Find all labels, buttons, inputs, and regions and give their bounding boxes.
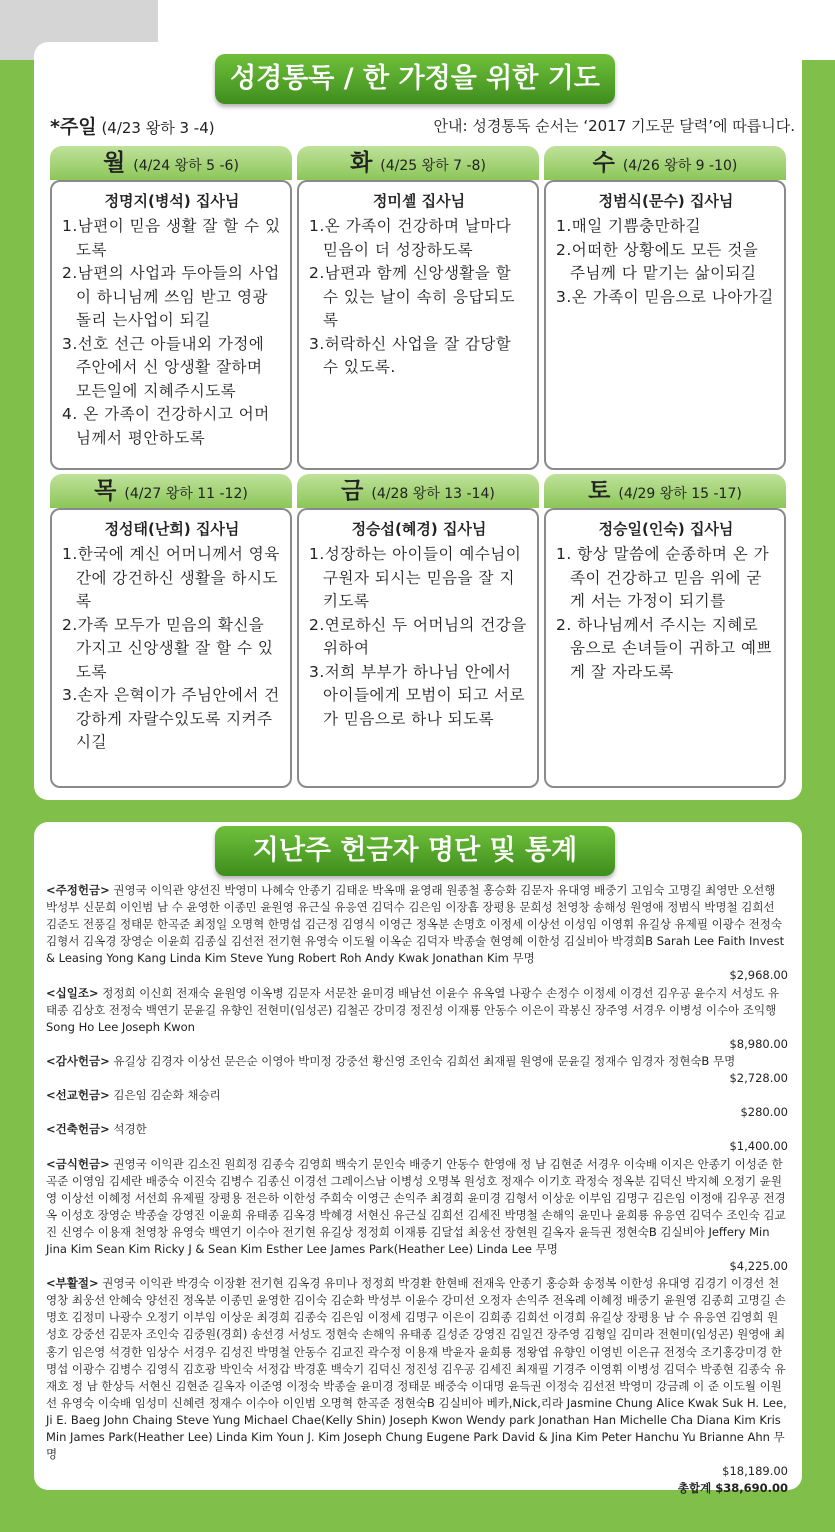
day-box: [544, 180, 786, 470]
day-header: [50, 474, 292, 508]
offering-entry: [46, 1053, 788, 1070]
day-card-thu: [50, 474, 292, 788]
offering-amount: $18,189.00: [722, 1464, 788, 1479]
offering-entry: [46, 1087, 788, 1104]
prayer-item: 2. 하나님께서 주시는 지혜로 움으로 손녀들이 귀하고 예쁘게 잘 자라도록: [556, 615, 772, 681]
prayer-item: 1.온 가족이 건강하며 날마다 믿음이 더 성장하도록: [309, 217, 512, 259]
prayer-title: 성경통독 / 한 가정을 위한 기도: [215, 54, 615, 104]
sunday-reading: [50, 112, 215, 139]
elder-name: 정승일(인숙) 집사님: [598, 520, 734, 538]
day-reading: (4/28 왕하 13 -14): [371, 486, 495, 502]
offering-category: <선교헌금>: [46, 1088, 110, 1103]
offering-entry: [46, 985, 788, 1036]
offering-title: 지난주 헌금자 명단 및 통계: [215, 826, 615, 876]
prayer-item: 2.연로하신 두 어머님의 건강을 위하여: [309, 615, 527, 657]
offering-amount: $8,980.00: [729, 1036, 788, 1051]
day-card-wed: [544, 146, 786, 470]
day-reading: (4/29 왕하 15 -17): [618, 486, 742, 502]
day-box: [297, 508, 539, 788]
prayer-item: 1.성장하는 아이들이 예수님이 구원자 되시는 믿음을 잘 지키도록: [309, 545, 522, 610]
offering-list: [46, 882, 788, 1497]
day-reading: (4/27 왕하 11 -12): [124, 486, 248, 502]
elder-name: 정범식(문수) 집사님: [598, 192, 734, 210]
day-card-mon: [50, 146, 292, 470]
prayer-item: 3.허락하신 사업을 잘 감당할 수 있도록.: [309, 334, 512, 376]
offering-category: <주정헌금>: [46, 883, 110, 897]
offering-category: <금식헌금>: [46, 1156, 110, 1171]
prayer-item: 1.매일 기쁨충만하길: [556, 217, 702, 235]
prayer-item: 3.저희 부부가 하나님 안에서 아이들에게 모범이 되고 서로가 믿음으로 하나 되도록: [309, 662, 525, 728]
day-card-tue: [297, 146, 539, 470]
day-reading: (4/26 왕하 9 -10): [622, 158, 738, 174]
day-name: 토: [588, 478, 611, 504]
day-box: [50, 508, 292, 788]
day-name: 수: [592, 150, 615, 176]
offering-entry: [46, 882, 788, 967]
prayer-item: 2.어떠한 상황에도 모든 것을 주님께 다 맡기는 삶이되길: [556, 240, 759, 282]
day-name: 금: [341, 478, 364, 504]
offering-names: 유길상 김경자 이상선 문은순 이영아 박미정 강중선 황신영 조인숙 김희선 최재필 원영애 문윤길 정재수 임경자 정현숙B 무명: [113, 1053, 736, 1068]
offering-amount: $4,225.00: [729, 1259, 788, 1274]
offering-category: <감사헌금>: [46, 1053, 110, 1068]
elder-name: 정미셸 집사님: [372, 192, 466, 210]
day-name: 목: [94, 478, 117, 504]
day-header: [297, 146, 539, 180]
day-card-fri: [297, 474, 539, 788]
day-box: [50, 180, 292, 470]
day-reading: (4/25 왕하 7 -8): [380, 158, 486, 174]
prayer-item: 3.선호 선근 아들내외 가정에 주안에서 신 앙생활 잘하며 모든일에 지혜주시도록: [62, 334, 265, 400]
sunday-label: *주일: [50, 116, 97, 138]
offering-names: 석경한: [113, 1122, 147, 1137]
grand-total: 총합계 $38,690.00: [677, 1481, 788, 1496]
day-header: [544, 146, 786, 180]
offering-amount: $280.00: [740, 1105, 788, 1120]
day-name: 화: [350, 150, 373, 176]
prayer-item: 3.손자 은혁이가 주님안에서 건강하게 자랄수있도록 지켜주시길: [62, 686, 280, 751]
prayer-item: 4. 온 가족이 건강하시고 어머님께서 평안하도록: [62, 405, 270, 447]
offering-names: 김은임 김순화 채승리: [113, 1088, 221, 1103]
offering-category: <건축헌금>: [46, 1122, 110, 1137]
offering-amount: $1,400.00: [729, 1139, 788, 1154]
offering-names: 정정희 이신희 전재숙 윤원영 이옥병 김문자 서문찬 윤미경 배남선 이윤수 유옥열 나광수 손정수 이정세 이경선 김우공 윤수지 서성도 유태종 김상호 전정숙 백연기 문윤길 유향인 전현미(임성곤) 김철곤 강미경 정진성 이재룡 안동수 이은이 곽봉신 장주영 서경우 이병성 이수아 조익행 Song Ho Lee Joseph Kwon: [46, 985, 780, 1034]
offering-amount: $2,968.00: [729, 968, 788, 983]
offering-entry: [46, 1156, 788, 1259]
day-header: [544, 474, 786, 508]
prayer-item: 1. 항상 말씀에 순종하며 온 가족이 건강하고 믿음 위에 굳게 서는 가정이 되기를: [556, 545, 770, 610]
prayer-item: 2.남편과 함께 신앙생활을 할 수 있는 날이 속히 응답되도록: [309, 264, 515, 329]
day-header: [50, 146, 292, 180]
day-header: [297, 474, 539, 508]
sunday-row: [50, 112, 795, 138]
prayer-item: 2.가족 모두가 믿음의 확신을 가지고 신앙생활 잘 할 수 있도록: [62, 615, 274, 681]
day-box: [297, 180, 539, 470]
prayer-item: 2.남편의 사업과 두아들의 사업 이 하니님께 쓰임 받고 영광 돌리 는사업이 되길: [62, 264, 280, 329]
day-box: [544, 508, 786, 788]
prayer-item: 1.남편이 믿음 생활 잘 할 수 있도록: [62, 217, 281, 259]
offering-category: <부활절>: [46, 1276, 99, 1291]
offering-amount: $2,728.00: [729, 1071, 788, 1086]
offering-names: 권영국 이익관 김소진 원희정 김종숙 김영희 백숙기 문인숙 배중기 안동수 한영애 정 남 김현준 서경우 이숙배 이지은 안종기 이성준 한곡준 이영임 김세란 배중숙 이진숙 김병수 김종신 이경선 그레이스남 이병성 오명복 원성호 정재수 이기호 곽정숙 정옥분 김덕신 박지혜 오정기 윤원영 이상선 이혜정 서선희 유제필 장평용 전은하 이한성 주희숙 이영근 손익주 최경희 윤미경 김형서 이상운 이부임 김명구 김은임 이정애 김우공 전경옥 이성호 장영순 박종술 강영진 이윤희 유태종 김옥경 박혜경 서현신 유근실 김희선 김세진 박명철 손해익 윤민나 윤희룡 유응연 김덕수 조인숙 김교진 신영수 이용재 천영창 유영숙 백연기 이수아 전기현 유길상 정정희 이재룡 김달섭 최웅선 장현원 길옥자 윤득권 정현숙B 김실비아 Jeffery Min Jina Kim Sean Kim Ricky J & Sean Kim Esther Lee James Park(Heather Lee) Linda Lee 무명: [46, 1156, 786, 1256]
sunday-reading-text: (4/23 왕하 3 -4): [101, 119, 215, 137]
elder-name: 정승섭(혜경) 집사님: [351, 520, 487, 538]
day-card-sat: [544, 474, 786, 788]
elder-name: 정명지(병석) 집사님: [104, 192, 240, 210]
day-reading: (4/24 왕하 5 -6): [133, 158, 239, 174]
offering-names: 권영국 이익관 양선진 박영미 나혜숙 안종기 김태운 박옥매 윤영래 원종철 홍승화 김문자 유대영 배중기 고임숙 고명길 최영만 오선행 박성부 신문희 이인범 남 수 윤영한 이종민 윤원영 유근실 유응연 김덕수 김은임 이장흠 장평용 문희성 천영창 송해성 원영애 정범식 박명철 김희선 김준도 전풍길 정태문 한곡준 최정일 오명혁 한명섭 김근정 김영식 이영근 정옥분 손명호 이정세 이상선 이성임 이영휘 유길상 유제필 이광수 전정숙 김형서 김옥경 장영순 이윤희 김종실 김선전 전기현 유영숙 이도월 이옥순 김덕자 박종술 현영혜 이한성 김실비아 박경희B Sarah Lee Faith Invest & Leasing Yong Kang Linda Kim Steve Yung Robert Roh Andy Kwak Jonathan Kim 무명: [46, 883, 785, 966]
offering-entry: [46, 1275, 788, 1463]
day-name: 월: [103, 150, 126, 176]
offering-names: 권영국 이익관 박경숙 이장환 전기현 김옥경 유미나 정정희 박경환 한현배 전재욱 안종기 홍승화 송정복 이한성 유대영 김경기 이경선 천영창 최웅선 안혜숙 양선진 정옥분 이종민 윤영한 김이숙 김순화 박성부 이윤수 강미선 오정자 손익주 전옥례 이혜정 배중기 윤원영 김종희 고명길 손명호 김정미 나광수 오정기 이부임 이상운 최경희 김종숙 김은임 이정세 김명구 이은이 김희종 김희선 이경희 유길상 장평용 남 수 유응연 김영희 원성호 강중선 김문자 조인숙 김중원(경희) 송선경 서성도 정현숙 손해익 유태종 길성준 강영진 김일건 장주영 김형일 김미라 전현미(임성곤) 원영애 최홍기 임은영 석경한 임상수 서경우 김성진 박명철 안동수 김교진 곽수정 이용재 박윤자 윤희룡 정왕엽 유향인 이영빈 이은규 전정숙 조기홍강미경 한명섭 이광수 김병수 김영식 김호광 박인숙 서정갑 박경훈 백숙기 김덕신 정진성 김우공 김세진 최재필 기경주 이영휘 이병성 김덕수 박종현 김종숙 유재호 정 남 한상득 서현신 김현준 길옥자 이준영 이정숙 박종술 윤미경 정태문 배중숙 이대명 윤득권 이정숙 김선전 박영미 강금례 이 준 이도월 이원선 유영숙 이숙배 임성미 신혜련 정재수 이수아 이인범 오명혁 한곡준 정현숙B 김실비아 베카,Nick,리라 Jasmine Chung Alice Kwak Suk H. Lee, Ji E. Baeg John Chaing Steve Yung Michael Chae(Kelly Shin) Joseph Kwon Wendy park Jonathan Han Michelle Cha Diana Kim Kris Min James Park(Heather Lee) Linda Kim Youn J. Kim Joseph Chung Eugene Park David & Jina Kim Peter Hanchu Yu Brianne Ahn 무명: [46, 1276, 787, 1462]
reading-notice: 안내: 성경통독 순서는 ‘2017 기도문 달력’에 따릅니다.: [433, 117, 795, 135]
prayer-item: 3.온 가족이 믿음으로 나아가길: [556, 287, 774, 306]
elder-name: 정성태(난희) 집사님: [104, 520, 240, 538]
prayer-item: 1.한국에 계신 어머니께서 영육간에 강건하신 생활을 하시도록: [62, 545, 280, 610]
offering-category: <십일조>: [46, 985, 99, 1000]
offering-entry: [46, 1121, 788, 1138]
